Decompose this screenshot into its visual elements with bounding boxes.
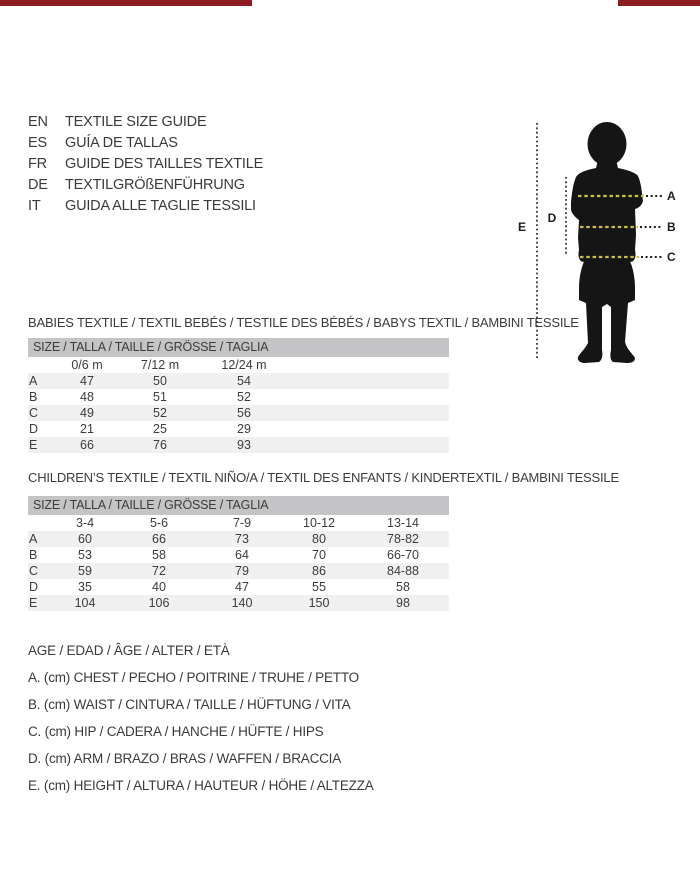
language-code: FR — [28, 156, 47, 172]
size-value: 140 — [231, 596, 253, 610]
children-column-header-row — [28, 515, 449, 531]
size-value: 104 — [74, 596, 96, 610]
size-value: 76 — [153, 438, 167, 452]
size-value: 86 — [312, 564, 326, 578]
size-value: 56 — [237, 406, 251, 420]
children-size-table — [28, 496, 449, 611]
top-red-banner-left — [0, 0, 252, 6]
legend-chest-line: A. (cm) CHEST / PECHO / POITRINE / TRUHE / PETTO — [28, 670, 359, 685]
language-label: TEXTILGRÖßENFÜHRUNG — [65, 177, 245, 193]
size-value: 66 — [80, 438, 94, 452]
size-value: 25 — [153, 422, 167, 436]
size-value: 50 — [153, 374, 167, 388]
size-value: 40 — [152, 580, 166, 594]
size-value: 48 — [80, 390, 94, 404]
language-label: GUÍA DE TALLAS — [65, 135, 178, 151]
babies-size-header-bar: SIZE / TALLA / TAILLE / GRÖSSE / TAGLIA — [28, 338, 449, 357]
row-label: E — [29, 438, 38, 452]
row-label: B — [29, 390, 38, 404]
size-value: 53 — [78, 548, 92, 562]
language-row-it — [28, 196, 263, 217]
size-value: 59 — [78, 564, 92, 578]
column-header: 0/6 m — [71, 358, 103, 372]
size-value: 35 — [78, 580, 92, 594]
table-row — [28, 579, 449, 595]
language-label: GUIDA ALLE TAGLIE TESSILI — [65, 198, 256, 214]
table-row — [28, 547, 449, 563]
children-size-header-bar: SIZE / TALLA / TAILLE / GRÖSSE / TAGLIA — [28, 496, 449, 515]
language-label: GUIDE DES TAILLES TEXTILE — [65, 156, 264, 172]
size-value: 58 — [396, 580, 410, 594]
size-value: 54 — [237, 374, 251, 388]
size-value: 52 — [237, 390, 251, 404]
column-header: 5-6 — [149, 516, 169, 530]
children-section-title: CHILDREN’S TEXTILE / TEXTIL NIÑO/A / TEXTIL DES ENFANTS / KINDERTEXTIL / BAMBINI TESSILE — [28, 470, 619, 485]
size-value: 70 — [312, 548, 326, 562]
top-red-banner-right — [618, 0, 700, 6]
column-header: 13-14 — [387, 516, 419, 530]
size-value: 21 — [80, 422, 94, 436]
table-row — [28, 373, 449, 389]
table-row — [28, 405, 449, 421]
legend-hip-line: C. (cm) HIP / CADERA / HANCHE / HÜFTE / HIPS — [28, 724, 324, 739]
size-value: 79 — [235, 564, 249, 578]
legend-arm-line: D. (cm) ARM / BRAZO / BRAS / WAFFEN / BRACCIA — [28, 751, 342, 766]
language-title-list — [28, 112, 263, 217]
row-label: A — [29, 532, 38, 546]
column-header: 3-4 — [75, 516, 95, 530]
size-value: 73 — [235, 532, 249, 546]
height-label: E — [517, 220, 527, 234]
babies-size-table — [28, 338, 449, 453]
size-value: 47 — [80, 374, 94, 388]
language-row-fr — [28, 154, 263, 175]
language-row-de — [28, 175, 263, 196]
row-label: D — [29, 580, 39, 594]
size-value: 78-82 — [387, 532, 419, 546]
size-value: 150 — [308, 596, 330, 610]
arm-label: D — [547, 211, 557, 225]
legend-age-line: AGE / EDAD / ÂGE / ALTER / ETÀ — [28, 643, 230, 658]
table-row — [28, 389, 449, 405]
language-code: EN — [28, 114, 48, 130]
table-row — [28, 421, 449, 437]
size-value: 58 — [152, 548, 166, 562]
babies-column-header-row — [28, 357, 449, 373]
corner-cell — [28, 357, 56, 373]
column-header: 7/12 m — [140, 358, 180, 372]
size-value: 66 — [152, 532, 166, 546]
column-header: 10-12 — [303, 516, 335, 530]
row-label: C — [29, 564, 39, 578]
language-row-es — [28, 133, 263, 154]
size-value: 49 — [80, 406, 94, 420]
row-label: A — [29, 374, 38, 388]
size-value: 80 — [312, 532, 326, 546]
size-value: 66-70 — [387, 548, 419, 562]
language-label: TEXTILE SIZE GUIDE — [65, 114, 207, 130]
language-row-en — [28, 112, 263, 133]
babies-section-title: BABIES TEXTILE / TEXTIL BEBÉS / TESTILE DES BÉBÉS / BABYS TEXTIL / BAMBINI TESSILE — [28, 315, 579, 330]
silhouette-head — [588, 122, 627, 166]
waist-label: B — [667, 220, 676, 234]
column-header: 7-9 — [232, 516, 252, 530]
size-value: 29 — [237, 422, 251, 436]
table-row — [28, 563, 449, 579]
silhouette-body — [571, 160, 643, 363]
size-value: 60 — [78, 532, 92, 546]
size-value: 47 — [235, 580, 249, 594]
row-label: D — [29, 422, 39, 436]
size-value: 64 — [235, 548, 249, 562]
size-value: 98 — [396, 596, 410, 610]
legend-height-line: E. (cm) HEIGHT / ALTURA / HAUTEUR / HÖHE / ALTEZZA — [28, 778, 374, 793]
language-code: ES — [28, 135, 47, 151]
row-label: C — [29, 406, 39, 420]
table-row — [28, 437, 449, 453]
size-value: 106 — [148, 596, 170, 610]
size-value: 51 — [153, 390, 167, 404]
table-row — [28, 595, 449, 611]
size-value: 72 — [152, 564, 166, 578]
row-label: B — [29, 548, 38, 562]
corner-cell — [28, 515, 56, 531]
table-row — [28, 531, 449, 547]
row-label: E — [29, 596, 38, 610]
legend-waist-line: B. (cm) WAIST / CINTURA / TAILLE / HÜFTUNG / VITA — [28, 697, 351, 712]
size-value: 55 — [312, 580, 326, 594]
chest-label: A — [667, 189, 676, 203]
measurement-legend — [28, 637, 374, 799]
size-value: 93 — [237, 438, 251, 452]
hip-label: C — [667, 250, 676, 264]
child-silhouette-figure — [505, 110, 700, 370]
size-value: 84-88 — [387, 564, 419, 578]
language-code: DE — [28, 177, 48, 193]
size-value: 52 — [153, 406, 167, 420]
column-header: 12/24 m — [221, 358, 267, 372]
language-code: IT — [28, 198, 41, 214]
